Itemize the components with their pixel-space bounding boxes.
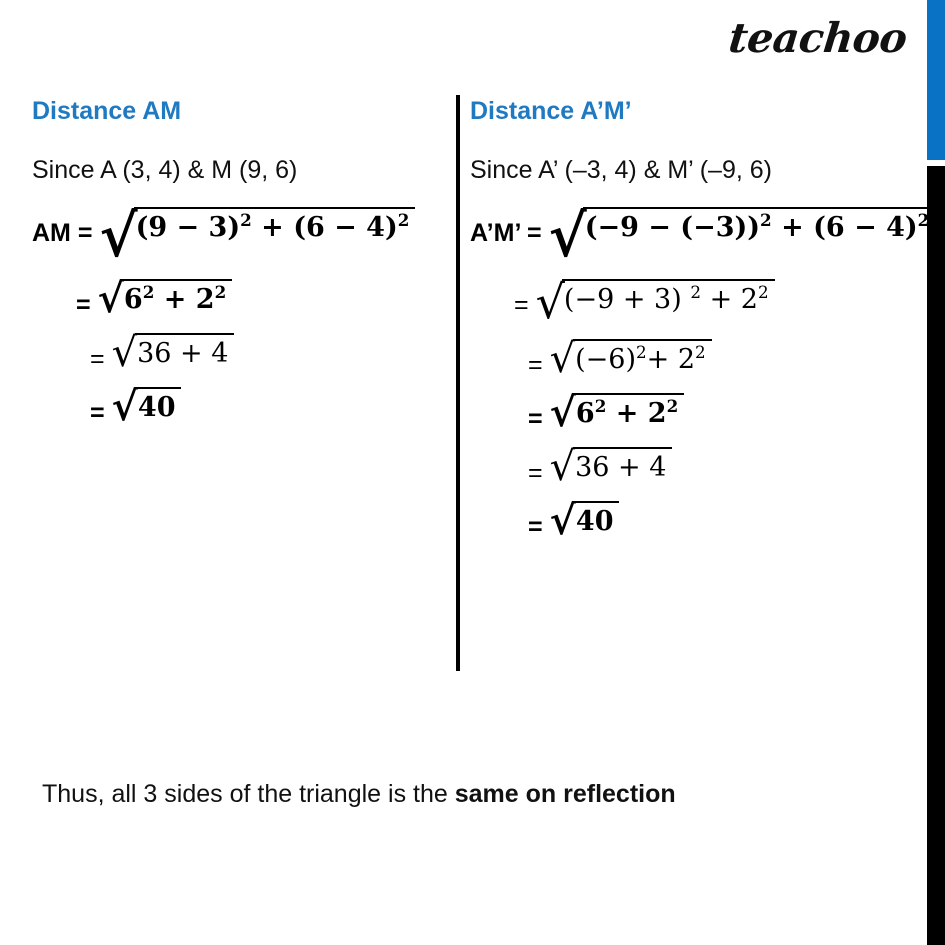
exponent: 2 [142, 281, 155, 302]
equation-expression [549, 496, 620, 544]
term: + 2 [154, 283, 215, 315]
radical [111, 382, 182, 430]
equation-label: = [514, 290, 529, 319]
radical [535, 274, 775, 329]
equation-expression [99, 201, 415, 270]
radicand [562, 279, 775, 325]
term: (−9 − (−3)) [584, 211, 761, 243]
equation-row [90, 329, 452, 376]
equation-label: = [528, 512, 543, 541]
exponent: 2 [594, 395, 607, 416]
radical [549, 496, 620, 544]
exponent: 2 [397, 209, 410, 230]
exponent: 2 [917, 209, 930, 230]
radical [97, 274, 233, 322]
radical-sign-icon: √ [111, 382, 138, 430]
equation-row [90, 382, 452, 430]
equation-label: = [528, 458, 543, 487]
term: (9 − 3) [135, 211, 241, 243]
radicand [574, 393, 684, 433]
term: + (6 − 4) [771, 211, 918, 243]
right-column-heading: Distance A’M’ [470, 98, 632, 125]
term: + 2 [701, 283, 758, 315]
equation-row [528, 496, 945, 544]
term: + 2 [646, 343, 696, 375]
radicand [574, 501, 620, 541]
equation-expression [549, 335, 712, 382]
term: 6 [123, 283, 143, 315]
exponent: 2 [240, 209, 252, 230]
conclusion-prefix: Thus, all 3 sides of the triangle is the [42, 780, 455, 808]
equation-label: = [90, 344, 105, 373]
equation-expression [548, 201, 936, 270]
equation-label: = [528, 350, 543, 379]
radicand [573, 447, 672, 487]
term: + 2 [606, 397, 667, 429]
radical [549, 388, 685, 436]
equation-expression [111, 382, 182, 430]
radicand [583, 207, 936, 265]
equation-label: = [76, 290, 91, 319]
teachoo-logo: teachoo [726, 14, 910, 62]
equation-expression [535, 274, 775, 329]
radical [111, 329, 235, 376]
equation-expression [549, 388, 685, 436]
equation-expression [111, 329, 235, 376]
radical-sign-icon: √ [97, 274, 124, 322]
left-column-steps [32, 201, 452, 430]
radical-sign-icon: √ [549, 388, 576, 436]
term: (−6) [575, 343, 636, 375]
equation-row [528, 443, 945, 490]
left-column-given: Since A (3, 4) & M (9, 6) [32, 155, 298, 184]
radicand [122, 279, 232, 319]
left-column [32, 98, 452, 441]
radical-sign-icon: √ [111, 329, 138, 376]
radical [549, 443, 673, 490]
equation-row [514, 274, 945, 329]
term: 6 [575, 397, 595, 429]
term: 40 [137, 391, 176, 423]
term: 36 + 4 [137, 337, 229, 369]
radical-sign-icon: √ [549, 496, 576, 544]
term: + (6 − 4) [251, 211, 398, 243]
radicand [573, 339, 712, 379]
equation-expression [97, 274, 233, 322]
equation-row [528, 335, 945, 382]
right-column [470, 98, 945, 555]
exponent: 2 [690, 281, 701, 302]
exponent: 2 [757, 281, 769, 302]
radical-sign-icon: √ [99, 201, 138, 270]
term: 36 + 4 [575, 451, 667, 483]
radicand [134, 207, 416, 265]
column-divider [456, 95, 460, 671]
equation-row [32, 201, 452, 270]
exponent: 2 [635, 341, 647, 362]
equation-label: A’M’ = [470, 218, 542, 247]
conclusion-line [42, 780, 676, 809]
radical [549, 335, 712, 382]
conclusion-emphasis: same on reflection [454, 780, 676, 808]
radicand [135, 333, 234, 373]
right-column-steps [470, 201, 945, 544]
exponent: 2 [214, 281, 227, 302]
radical-sign-icon: √ [548, 201, 587, 270]
term: (−9 + 3) [563, 283, 691, 315]
radicand [136, 387, 182, 427]
radical-sign-icon: √ [549, 335, 576, 382]
radical [548, 201, 936, 270]
right-column-given: Since A’ (–3, 4) & M’ (–9, 6) [470, 155, 772, 184]
exponent: 2 [695, 341, 706, 362]
equation-label: = [528, 404, 543, 433]
radical [99, 201, 415, 270]
equation-row [470, 201, 945, 270]
equation-label: = [90, 398, 105, 427]
radical-sign-icon: √ [535, 274, 565, 329]
exponent: 2 [666, 395, 679, 416]
exponent: 2 [760, 209, 772, 230]
term: 40 [575, 505, 614, 537]
equation-label: AM = [32, 218, 93, 247]
radical-sign-icon: √ [549, 443, 576, 490]
left-column-heading: Distance AM [32, 98, 182, 125]
equation-row [528, 388, 945, 436]
equation-expression [549, 443, 673, 490]
equation-row [76, 274, 452, 322]
